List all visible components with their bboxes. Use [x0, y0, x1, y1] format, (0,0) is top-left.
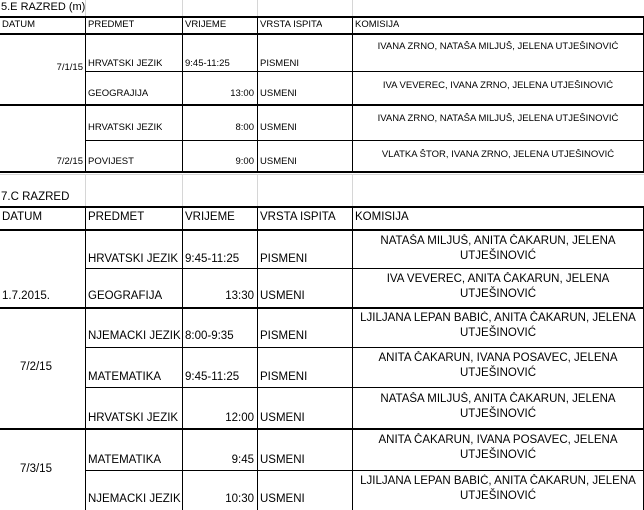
header-komisija: KOMISIJA [355, 19, 400, 30]
header-vrijeme: VRIJEME [185, 211, 235, 223]
subject-cell: NJEMAČKI JEZIK [88, 330, 181, 342]
header-datum: DATUM [2, 19, 36, 30]
type-cell: PISMENI [260, 371, 308, 383]
date-cell: 7/3/15 [20, 463, 52, 475]
header-vrsta-ispita: VRSTA ISPITA [260, 211, 336, 223]
header-predmet: PREDMET [88, 19, 135, 30]
time-cell: 9:45-11:25 [185, 58, 230, 69]
date-cell: 1.7.2015. [2, 290, 50, 302]
date-cell: 7/1/15 [56, 62, 83, 73]
time-cell: 9:45 [231, 454, 254, 466]
header-vrsta-ispita: VRSTA ISPITA [260, 19, 323, 30]
type-cell: PISMENI [260, 253, 308, 265]
subject-cell: MATEMATIKA [88, 454, 162, 466]
committee-cell: IVANA ZRNO, NATAŠA MILJUŠ, JELENA UTJEŠINOVIĆ [377, 41, 619, 52]
type-cell: PISMENI [260, 330, 308, 342]
type-cell: USMENI [260, 122, 297, 133]
committee-cell: NATAŠA MILJUŠ, ANITA ČAKARUN, JELENA UTJEŠINOVIĆ [380, 393, 616, 420]
header-datum: DATUM [2, 211, 43, 223]
committee-cell: NATAŠA MILJUŠ, ANITA ČAKARUN, JELENA UTJEŠINOVIĆ [380, 235, 616, 262]
subject-cell: GEOGRAJIJA [88, 88, 149, 99]
time-cell: 9:45-11:25 [185, 371, 240, 383]
type-cell: USMENI [260, 412, 305, 424]
time-cell: 12:00 [225, 412, 254, 424]
header-predmet: PREDMET [88, 211, 145, 223]
committee-cell: IVA VEVEREC, IVANA ZRNO, JELENA UTJEŠINOVIĆ [382, 80, 614, 91]
time-cell: 9:45-11:25 [185, 253, 240, 265]
subject-cell: HRVATSKI JEZIK [88, 122, 163, 133]
type-cell: USMENI [260, 454, 305, 466]
subject-cell: POVIJEST [88, 156, 134, 167]
type-cell: USMENI [260, 493, 305, 505]
date-cell: 7/2/15 [56, 156, 83, 167]
committee-cell: IVANA ZRNO, NATAŠA MILJUŠ, JELENA UTJEŠINOVIĆ [377, 113, 619, 124]
committee-cell: LJILJANA LEPAN BABIĆ, ANITA ČAKARUN, JELENA UTJEŠINOVIĆ [360, 475, 636, 502]
type-cell: USMENI [260, 156, 297, 167]
subject-cell: HRVATSKI JEZIK [88, 253, 179, 265]
subject-cell: NJEMAČKI JEZIK [88, 493, 181, 505]
committee-cell: LJILJANA LEPAN BABIĆ, ANITA ČAKARUN, JELENA UTJEŠINOVIĆ [360, 312, 636, 339]
section-title-5e: 5.E RAZRED (m) [1, 1, 86, 13]
subject-cell: GEOGRAFIJA [88, 290, 163, 302]
time-cell: 8:00-9:35 [185, 330, 234, 342]
type-cell: PISMENI [260, 58, 300, 69]
subject-cell: MATEMATIKA [88, 371, 162, 383]
committee-cell: IVA VEVEREC, ANITA ČAKARUN, JELENA UTJEŠINOVIĆ [386, 273, 610, 300]
time-cell: 10:30 [225, 493, 254, 505]
type-cell: USMENI [260, 290, 305, 302]
time-cell: 8:00 [235, 122, 254, 133]
date-cell: 7/2/15 [20, 361, 52, 373]
time-cell: 13:30 [225, 290, 254, 302]
header-vrijeme: VRIJEME [185, 19, 227, 30]
subject-cell: HRVATSKI JEZIK [88, 58, 163, 69]
time-cell: 9:00 [235, 156, 254, 167]
subject-cell: HRVATSKI JEZIK [88, 412, 179, 424]
committee-cell: VLATKA ŠTOR, IVANA ZRNO, JELENA UTJEŠINOVIĆ [381, 149, 615, 160]
time-cell: 13:00 [230, 88, 254, 99]
committee-cell: ANITA ČAKARUN, IVANA POSAVEC, JELENA UTJEŠINOVIĆ [378, 352, 618, 379]
section-title-7c: 7.C RAZRED [1, 191, 70, 203]
type-cell: USMENI [260, 88, 297, 99]
committee-cell: ANITA ČAKARUN, IVANA POSAVEC, JELENA UTJEŠINOVIĆ [378, 434, 618, 461]
header-komisija: KOMISIJA [355, 211, 409, 223]
